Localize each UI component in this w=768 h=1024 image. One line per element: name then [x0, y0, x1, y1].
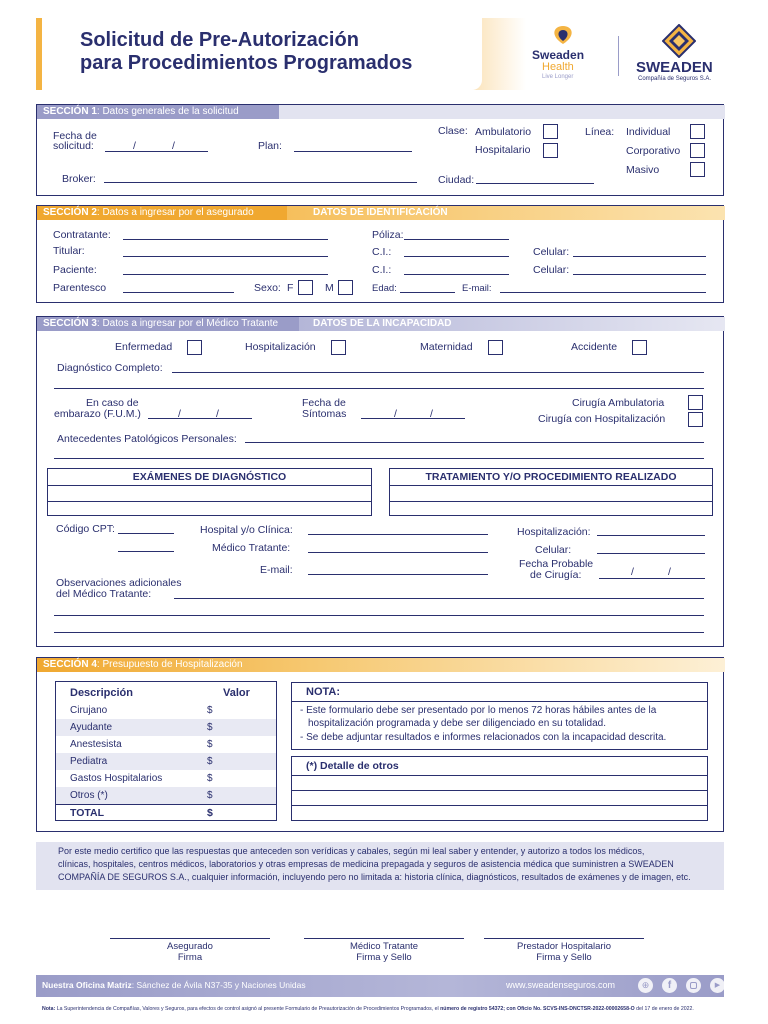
signature-line	[110, 938, 270, 939]
date-sep: /	[430, 408, 433, 420]
logo2-name: SWEADEN	[636, 59, 713, 76]
edad-label: Edad:	[372, 283, 397, 294]
sig-medico-label: Médico Tratante	[349, 941, 419, 952]
enfermedad-label: Enfermedad	[115, 341, 173, 353]
facebook-icon[interactable]: f	[662, 978, 677, 993]
fecha-label-1: Fecha de	[53, 130, 97, 142]
instagram-icon[interactable]	[686, 978, 701, 993]
section-2-header-right	[287, 206, 725, 220]
accidente-checkbox[interactable]	[632, 340, 647, 355]
cirugia-hosp-label: Cirugía con Hospitalización	[538, 413, 666, 425]
budget-row-currency: $	[207, 773, 213, 784]
signature-medico[interactable]	[304, 938, 464, 963]
section-1-header	[37, 105, 279, 119]
section-2-header	[37, 206, 287, 220]
celular-field-1[interactable]	[573, 256, 706, 257]
cert-line-2: clínicas, hospitales, centros médicos, laboratorios y otras empresas de medicina prepagada y seguros de asistencia médica que suministren a SWEADEN	[58, 859, 674, 869]
title-bold: Solicitud de	[80, 29, 194, 51]
fecha-label-2: solicitud:	[53, 140, 94, 152]
edad-field[interactable]	[400, 292, 455, 293]
section-3-number: SECCIÓN 3	[43, 318, 97, 329]
section-3-right-title: DATOS DE LA INCAPACIDAD	[313, 318, 452, 329]
nota-title: NOTA:	[306, 686, 341, 698]
section-4-title: : Presupuesto de Hospitalización	[96, 659, 243, 670]
parentesco-field[interactable]	[123, 292, 234, 293]
ciudad-label: Ciudad:	[438, 174, 475, 186]
website-link[interactable]: www.sweadenseguros.com	[506, 980, 616, 990]
celular-label-2: Celular:	[533, 264, 570, 276]
sexo-f-checkbox[interactable]	[298, 280, 313, 295]
ci-field-1[interactable]	[404, 256, 509, 257]
fecha-prob-field[interactable]	[599, 578, 705, 579]
section-2-right-title: DATOS DE IDENTIFICACIÓN	[313, 207, 448, 218]
section-3-title: : Datos a ingresar por el Médico Tratante	[96, 318, 279, 329]
sig-prestador-label: Prestador Hospitalario	[517, 941, 611, 952]
detalle-box	[291, 756, 708, 821]
header-side-bar	[36, 18, 42, 90]
individual-checkbox[interactable]	[690, 124, 705, 139]
clase-label: Clase:	[438, 125, 468, 137]
ambulatorio-label: Ambulatorio	[475, 126, 532, 138]
budget-row[interactable]	[56, 770, 276, 787]
cirugia-hosp-checkbox[interactable]	[688, 412, 703, 427]
obs-field-2[interactable]	[54, 615, 704, 616]
signature-asegurado[interactable]	[110, 938, 270, 963]
section-3-header-right	[299, 317, 725, 331]
col-valor: Valor	[223, 687, 250, 699]
antecedentes-field-2[interactable]	[54, 458, 704, 459]
parentesco-label: Parentesco	[53, 282, 107, 294]
examenes-row-1[interactable]	[48, 485, 371, 501]
budget-row-label: Pediatra	[70, 756, 108, 767]
sexo-f-label: F	[287, 282, 294, 294]
embarazo-label-1: En caso de	[86, 397, 139, 409]
logo2-sub: Compañía de Seguros S.A.	[638, 76, 712, 82]
examenes-row-2[interactable]	[48, 501, 371, 516]
budget-row-currency: $	[207, 705, 213, 716]
email-s3-label: E-mail:	[260, 564, 293, 576]
celular-s3-field[interactable]	[597, 553, 705, 554]
legal-note-reg: número de registro 54372; con Oficio No. SCVS-INS-DNCTSR-2022-00002658-O	[440, 1006, 635, 1012]
tratamiento-row-2[interactable]	[390, 501, 712, 516]
office-label: Nuestra Oficina Matriz	[42, 980, 132, 990]
email-label: E-mail:	[462, 283, 492, 294]
tratamiento-table	[389, 468, 713, 516]
cpt-label: Código CPT:	[56, 523, 115, 535]
section-4-header	[37, 658, 725, 672]
sweaden-health-logo	[528, 24, 598, 84]
plan-field[interactable]	[294, 151, 412, 152]
budget-row-label: Ayudante	[70, 722, 113, 733]
obs-label-2: del Médico Tratante:	[56, 588, 152, 600]
cirugia-amb-checkbox[interactable]	[688, 395, 703, 410]
page-title	[80, 28, 359, 52]
section-4-number: SECCIÓN 4	[43, 659, 97, 670]
detalle-row-2[interactable]	[292, 790, 707, 805]
maternidad-checkbox[interactable]	[488, 340, 503, 355]
date-sep: /	[133, 140, 136, 152]
date-sep: /	[668, 566, 671, 578]
budget-row-label: Gastos Hospitalarios	[70, 773, 163, 784]
signature-line	[304, 938, 464, 939]
budget-row-currency: $	[207, 756, 213, 767]
ci-label-2: C.I.:	[372, 264, 392, 276]
legal-note-label: Nota:	[42, 1006, 56, 1012]
logo1-line2: Health	[542, 61, 574, 73]
sintomas-field[interactable]	[361, 418, 465, 419]
legal-note	[42, 1006, 694, 1012]
date-sep: /	[172, 140, 175, 152]
sintomas-label-2: Síntomas	[302, 408, 347, 420]
hospital-clinica-label: Hospital y/o Clínica:	[200, 524, 293, 536]
contratante-label: Contratante:	[53, 229, 111, 241]
email-s3-field[interactable]	[308, 574, 488, 575]
section-1-header-tail	[279, 105, 725, 119]
logo1-line1: Sweaden	[532, 48, 585, 62]
examenes-title: EXÁMENES DE DIAGNÓSTICO	[132, 471, 287, 483]
fecha-solicitud-field[interactable]	[105, 151, 208, 152]
hospitalizacion-label: Hospitalización	[245, 341, 316, 353]
footer-bar	[36, 975, 724, 997]
web-icon[interactable]: ⊕	[638, 978, 653, 993]
youtube-icon[interactable]: ▶	[710, 978, 725, 993]
nota-divider	[292, 701, 707, 702]
header	[0, 0, 768, 96]
poliza-label: Póliza:	[372, 229, 404, 241]
total-currency: $	[207, 807, 213, 819]
hospitalario-checkbox[interactable]	[543, 143, 558, 158]
nota-line-2: - Se debe adjuntar resultados e informes relacionados con la incapacidad descrita.	[300, 732, 667, 743]
nota-box	[291, 682, 708, 750]
sweaden-seguros-logo	[632, 24, 732, 84]
obs-label-1: Observaciones adicionales	[56, 577, 182, 589]
budget-row[interactable]	[56, 736, 276, 753]
obs-field-1[interactable]	[174, 598, 704, 599]
signature-prestador[interactable]	[484, 938, 644, 963]
tratamiento-row-1[interactable]	[390, 485, 712, 501]
paciente-label: Paciente:	[53, 264, 97, 276]
broker-label: Broker:	[62, 173, 96, 185]
section-3-header	[37, 317, 299, 331]
ci-field-2[interactable]	[404, 274, 509, 275]
enfermedad-checkbox[interactable]	[187, 340, 202, 355]
accidente-label: Accidente	[571, 341, 618, 353]
medico-tratante-field[interactable]	[308, 552, 488, 553]
diagnostico-label: Diagnóstico Completo:	[57, 362, 163, 374]
legal-note-end: del 17 de enero de 2022.	[634, 1006, 694, 1012]
linea-label: Línea:	[585, 126, 615, 138]
celular-field-2[interactable]	[573, 274, 706, 275]
office-text: : Sánchez de Ávila N37-35 y Naciones Unidas	[131, 980, 306, 990]
antecedentes-label: Antecedentes Patológicos Personales:	[57, 433, 237, 445]
budget-table	[55, 681, 277, 821]
titular-label: Titular:	[53, 245, 85, 257]
email-field[interactable]	[500, 292, 706, 293]
celular-label-1: Celular:	[533, 246, 570, 258]
cert-line-1: Por este medio certifico que las respuestas que anteceden son verídicas y cabales, según mi leal saber y entender, y autorizo a todos los médicos,	[58, 846, 645, 856]
sweaden-diamond-icon	[662, 24, 696, 58]
paciente-field[interactable]	[123, 274, 328, 275]
detalle-row-3[interactable]	[292, 805, 707, 821]
cpt-field-1[interactable]	[118, 533, 174, 534]
diagnostico-field[interactable]	[172, 372, 704, 373]
hospitalizacion-checkbox[interactable]	[331, 340, 346, 355]
sig-medico-sub: Firma y Sello	[356, 952, 412, 963]
corporativo-label: Corporativo	[626, 145, 681, 157]
poliza-field[interactable]	[404, 239, 509, 240]
title-rest: Pre-Autorización	[193, 29, 359, 51]
ambulatorio-checkbox[interactable]	[543, 124, 558, 139]
nota-line-1: - Este formulario debe ser presentado por lo menos 72 horas hábiles antes de la	[300, 705, 657, 716]
sexo-m-label: M	[325, 282, 334, 294]
date-sep: /	[216, 408, 219, 420]
budget-row-label: Cirujano	[70, 705, 108, 716]
budget-row-label: Anestesista	[70, 739, 122, 750]
sintomas-label-1: Fecha de	[302, 397, 346, 409]
budget-row-currency: $	[207, 739, 213, 750]
sexo-label: Sexo:	[254, 282, 281, 294]
date-sep: /	[178, 408, 181, 420]
sig-asegurado-label: Asegurado	[167, 941, 213, 952]
ci-label-1: C.I.:	[372, 246, 392, 258]
detalle-row-1[interactable]	[292, 775, 707, 790]
date-sep: /	[394, 408, 397, 420]
masivo-label: Masivo	[626, 164, 660, 176]
section-1-title: : Datos generales de la solicitud	[96, 106, 239, 117]
examenes-table	[47, 468, 372, 516]
cirugia-amb-label: Cirugía Ambulatoria	[572, 397, 665, 409]
obs-field-3[interactable]	[54, 632, 704, 633]
budget-row-label: Otros (*)	[70, 790, 108, 801]
corporativo-checkbox[interactable]	[690, 143, 705, 158]
antecedentes-field[interactable]	[245, 442, 704, 443]
fecha-prob-label-2: de Cirugía:	[530, 569, 582, 581]
budget-row[interactable]	[56, 753, 276, 770]
embarazo-label-2: embarazo (F.U.M.)	[54, 408, 141, 420]
section-2-title: : Datos a ingresar por el asegurado	[96, 207, 254, 218]
diagnostico-field-2[interactable]	[54, 388, 704, 389]
contratante-field[interactable]	[123, 239, 328, 240]
section-1-number: SECCIÓN 1	[43, 106, 97, 117]
total-label: TOTAL	[70, 807, 105, 819]
date-sep: /	[631, 566, 634, 578]
masivo-checkbox[interactable]	[690, 162, 705, 177]
logo-divider	[618, 36, 619, 76]
hospital-clinica-field[interactable]	[308, 534, 488, 535]
sexo-m-checkbox[interactable]	[338, 280, 353, 295]
budget-row[interactable]	[56, 787, 276, 804]
tratamiento-title: TRATAMIENTO Y/O PROCEDIMIENTO REALIZADO	[425, 471, 677, 483]
hospitalizacion2-label: Hospitalización:	[517, 526, 591, 538]
fecha-prob-label-1: Fecha Probable	[519, 558, 594, 570]
titular-field[interactable]	[123, 256, 328, 257]
section-2-number: SECCIÓN 2	[43, 207, 97, 218]
col-desc: Descripción	[70, 687, 133, 699]
celular-s3-label: Celular:	[535, 544, 572, 556]
health-logo-icon	[548, 24, 578, 46]
budget-row-currency: $	[207, 790, 213, 801]
detalle-title: (*) Detalle de otros	[306, 760, 399, 772]
nota-line-1b: hospitalización programada y debe ser diligenciado en su totalidad.	[308, 718, 606, 729]
legal-note-text: La Superintendencia de Compañías, Valores y Seguros, para efectos de control asignó al presente Formulario de Preautorización de Procedimientos Programados, el	[55, 1006, 441, 1012]
hospitalario-label: Hospitalario	[475, 144, 531, 156]
office-address	[42, 980, 306, 990]
plan-label: Plan:	[258, 140, 282, 152]
signature-line	[484, 938, 644, 939]
sig-prestador-sub: Firma y Sello	[536, 952, 592, 963]
maternidad-label: Maternidad	[420, 341, 473, 353]
logo1-tag: Live Longer	[542, 74, 574, 80]
budget-row[interactable]	[56, 702, 276, 719]
budget-row[interactable]	[56, 719, 276, 736]
cert-line-3: COMPAÑÍA DE SEGUROS S.A., cualquier información, incluyendo pero no limitada a: historia clínica, diagnósticos, resultados de exámenes y de imagen, etc.	[58, 872, 691, 882]
page-title-line2: para Procedimientos Programados	[80, 52, 413, 74]
broker-field[interactable]	[104, 182, 417, 183]
total-row[interactable]	[56, 804, 276, 821]
certification-box	[36, 842, 724, 890]
sig-asegurado-sub: Firma	[177, 952, 203, 963]
cpt-field-2[interactable]	[118, 551, 174, 552]
medico-tratante-label: Médico Tratante:	[212, 542, 291, 554]
ciudad-field[interactable]	[476, 183, 594, 184]
fum-field[interactable]	[148, 418, 252, 419]
individual-label: Individual	[626, 126, 671, 138]
budget-row-currency: $	[207, 722, 213, 733]
hospitalizacion2-field[interactable]	[597, 535, 705, 536]
